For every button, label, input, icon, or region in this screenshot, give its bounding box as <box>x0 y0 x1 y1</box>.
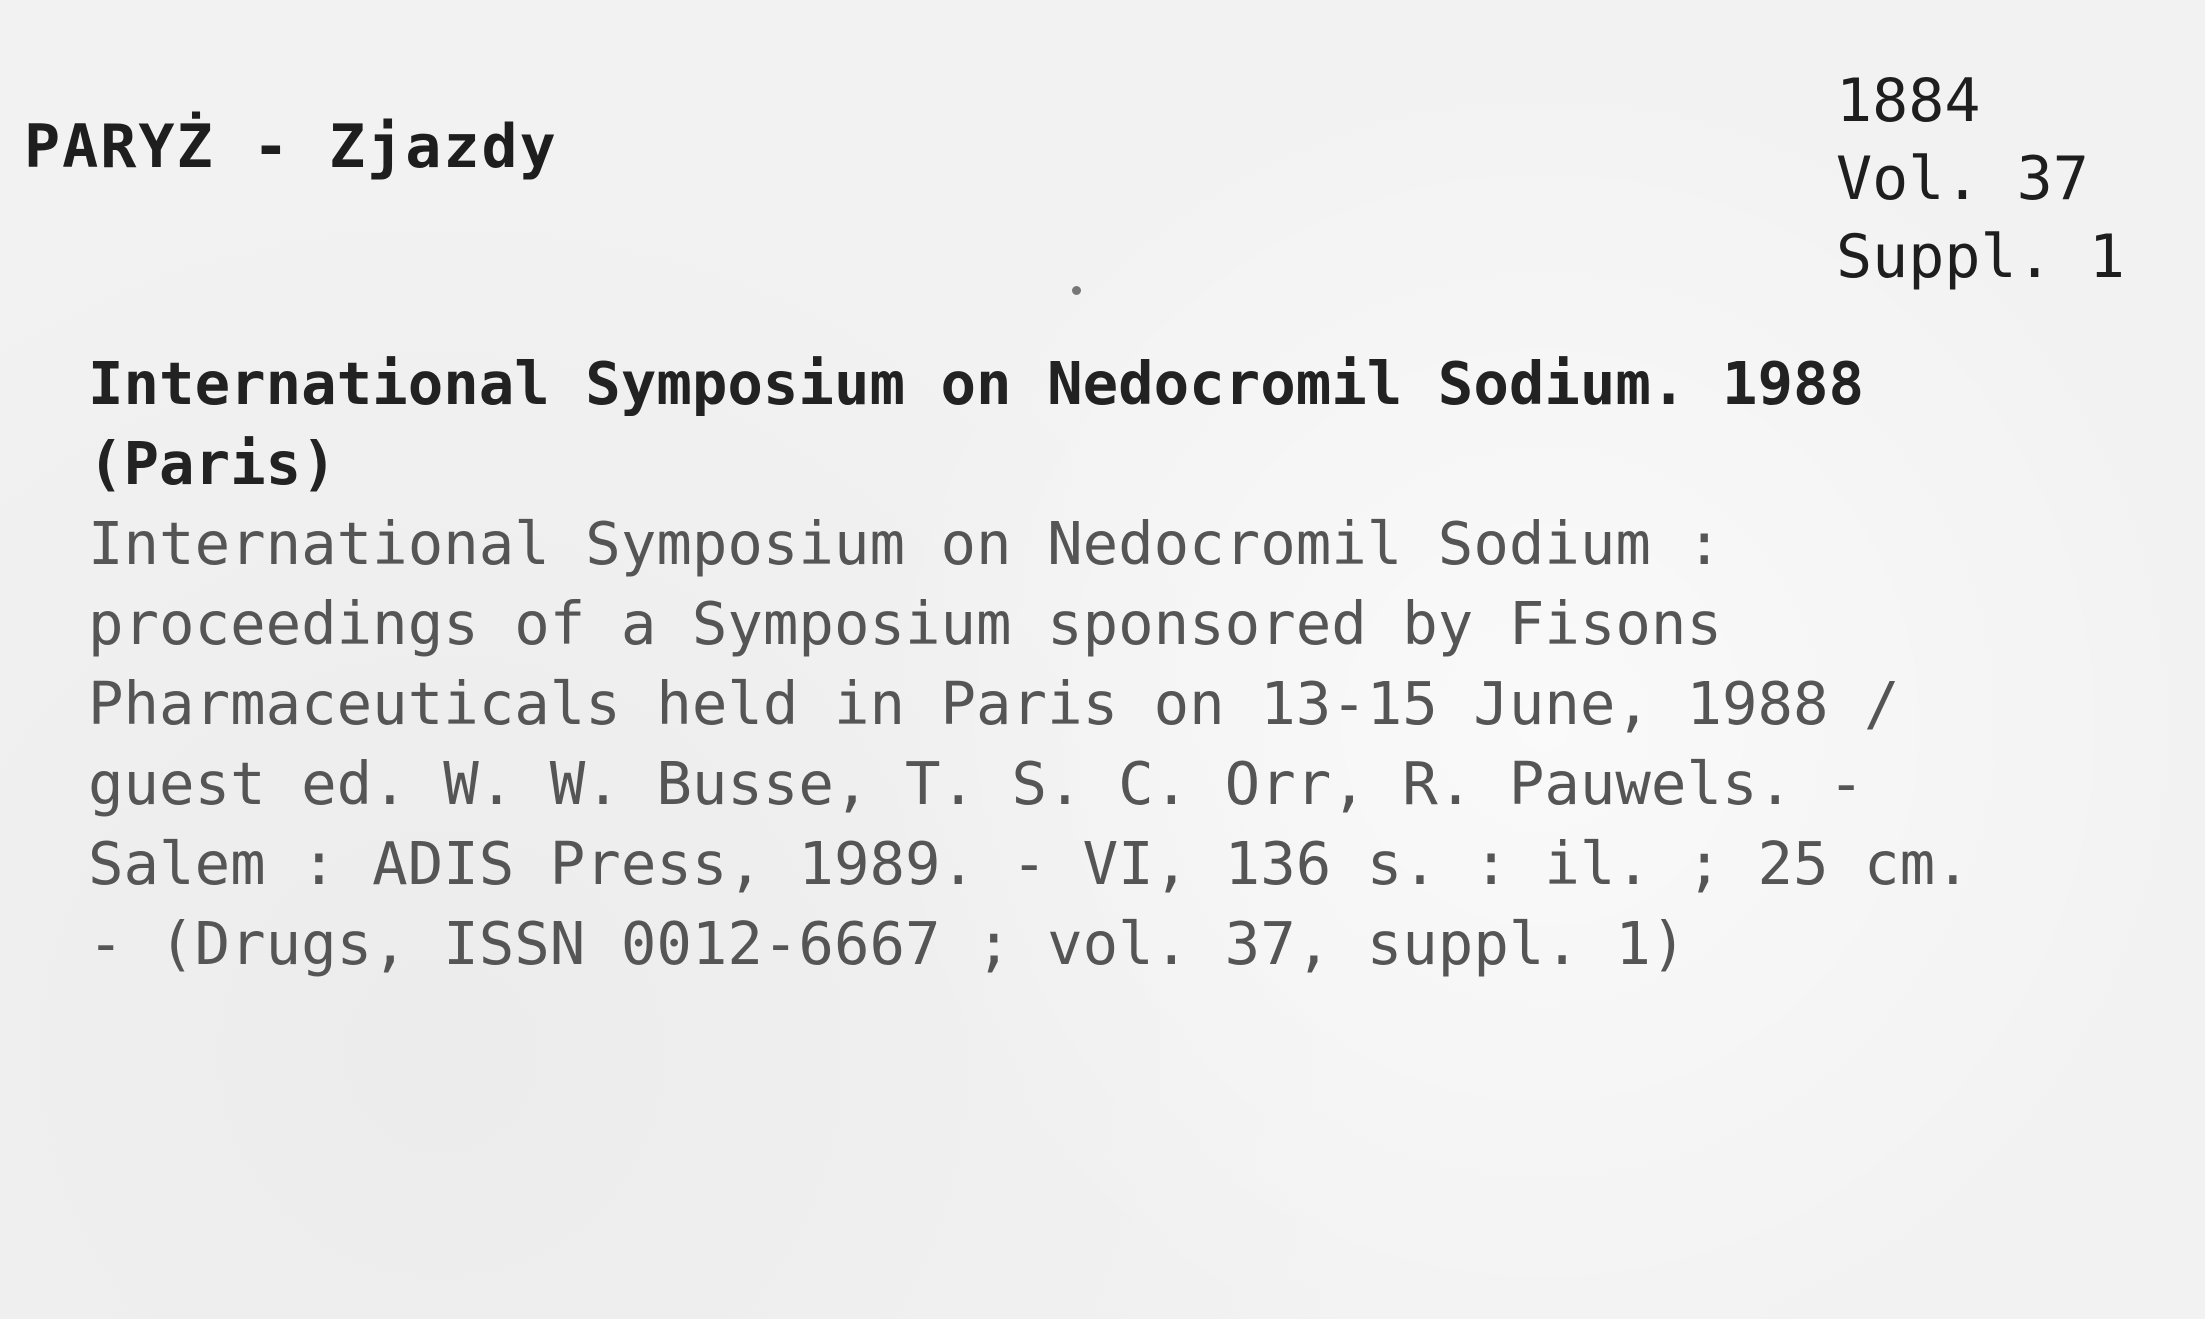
call-number <box>1836 62 2125 296</box>
main-entry-line: International Symposium on Nedocromil Sodium. 1988 <box>88 349 1865 418</box>
bibliographic-entry <box>88 344 1971 984</box>
description-line: proceedings of a Symposium sponsored by Fisons <box>88 589 1722 658</box>
ink-speck <box>1072 286 1081 295</box>
call-number-line: Suppl. 1 <box>1836 222 2125 292</box>
subject-heading: PARYŻ - Zjazdy <box>24 112 558 182</box>
description-line: - (Drugs, ISSN 0012-6667 ; vol. 37, suppl. 1) <box>88 909 1687 978</box>
call-number-line: Vol. 37 <box>1836 144 2089 214</box>
description-line: International Symposium on Nedocromil Sodium : <box>88 509 1722 578</box>
description-line: Salem : ADIS Press, 1989. - VI, 136 s. : il. ; 25 cm. <box>88 829 1971 898</box>
main-entry-line: (Paris) <box>88 429 337 498</box>
description-line: guest ed. W. W. Busse, T. S. C. Orr, R. Pauwels. - <box>88 749 1865 818</box>
description-line: Pharmaceuticals held in Paris on 13-15 June, 1988 / <box>88 669 1900 738</box>
call-number-line: 1884 <box>1836 66 1981 136</box>
